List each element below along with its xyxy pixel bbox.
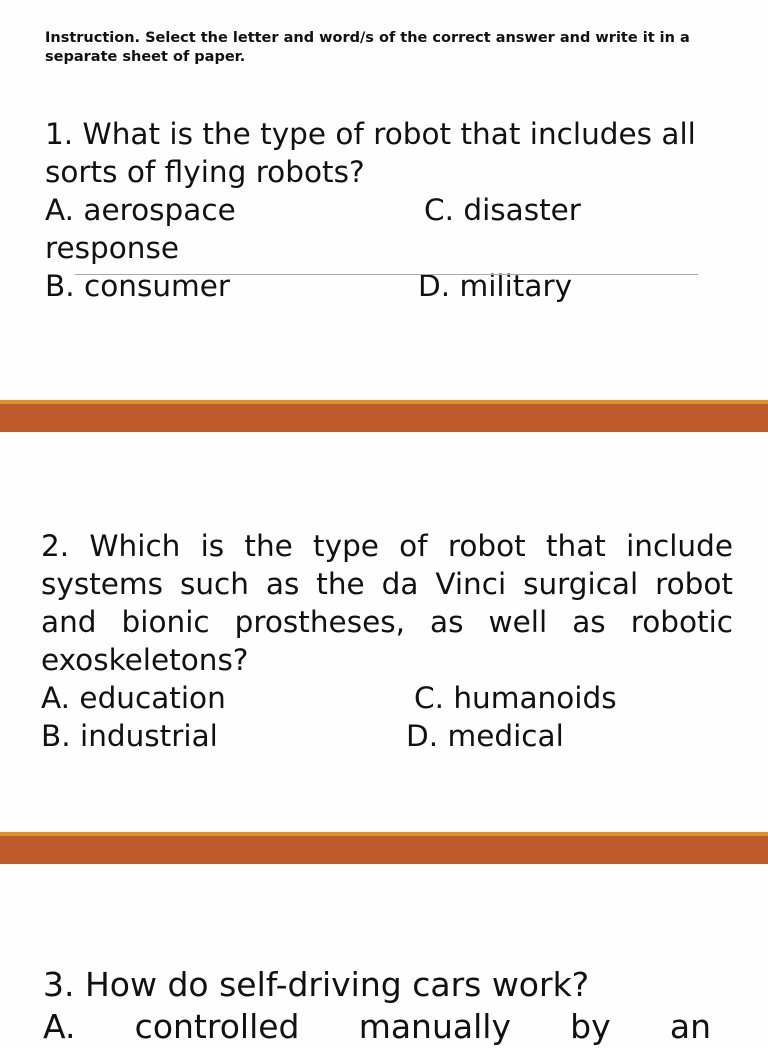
question-2: [41, 527, 733, 755]
question-1-options-row-2: [45, 267, 725, 305]
question-2-options-row-1: [41, 679, 733, 717]
question-1: [45, 115, 725, 305]
q1-option-d[interactable]: D. military: [418, 269, 573, 303]
question-1-text: 1. What is the type of robot that includes all sorts of flying robots?: [45, 117, 696, 189]
q1-option-c[interactable]: C. disaster: [424, 193, 581, 227]
q2-option-d[interactable]: D. medical: [406, 719, 564, 753]
question-2-text: 2. Which is the type of robot that include systems such as the da Vinci surgical robot and bionic prostheses, as well as robotic exoskeletons?: [41, 529, 733, 677]
q1-option-a[interactable]: A. aerospace: [45, 193, 236, 227]
q1-option-c-continued: response: [45, 231, 179, 265]
q2-option-b[interactable]: B. industrial: [41, 719, 218, 753]
q3-option-a[interactable]: A. controlled manually by an: [43, 1007, 711, 1046]
slide-divider-1: [0, 400, 768, 432]
question-1-options-row-1: [45, 191, 725, 229]
question-3-text: 3. How do self-driving cars work?: [43, 965, 590, 1004]
question-2-options-row-2: [41, 717, 733, 755]
q2-option-a[interactable]: A. education: [41, 681, 226, 715]
q1-option-b[interactable]: B. consumer: [45, 269, 231, 303]
slide-divider-2: [0, 832, 768, 864]
divider-accent-stripe: [0, 400, 768, 404]
divider-accent-stripe: [0, 832, 768, 836]
horizontal-rule: [75, 274, 698, 275]
instruction-text: Instruction. Select the letter and word/s of the correct answer and write it in a separate sheet of paper.: [45, 30, 690, 65]
question-3: [43, 964, 711, 1048]
slide-1: [0, 0, 768, 400]
q2-option-c[interactable]: C. humanoids: [414, 681, 617, 715]
